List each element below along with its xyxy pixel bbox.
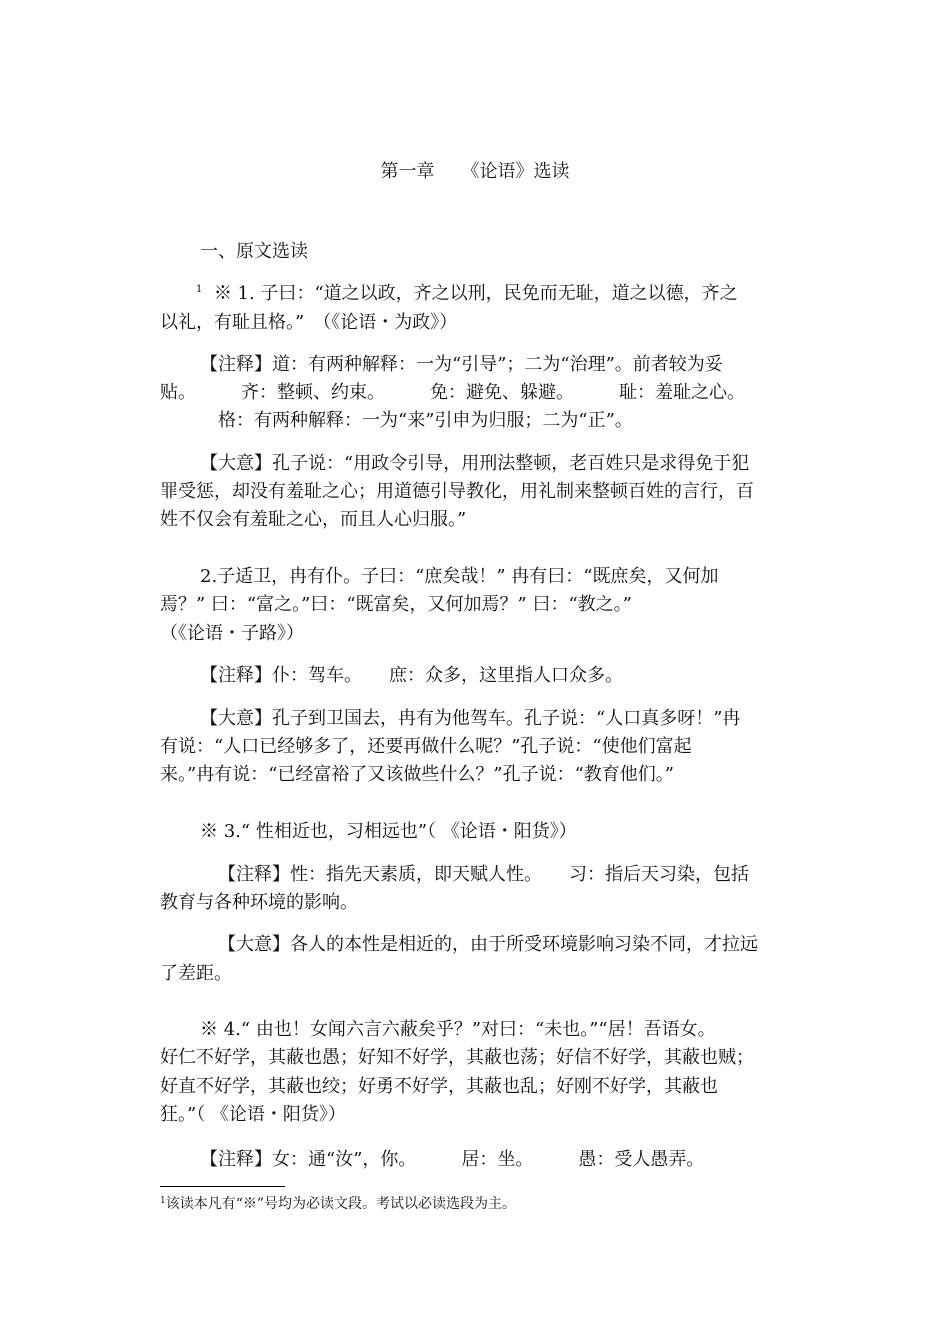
- meaning-3-line-2: 了差距。: [160, 963, 232, 984]
- footnote-number: 1: [160, 1196, 166, 1206]
- passage-3-line-1: ※ 3.“ 性相近也，习相远也”（ 《论语・阳货》）: [200, 821, 577, 842]
- note-2-line-1: 【注释】仆：驾车。 庶：众多，这里指人口众多。: [200, 665, 623, 686]
- note-1-line-1: 【注释】道：有两种解释：一为“引导”；二为“治理”。前者较为妥: [200, 354, 723, 375]
- meaning-2-line-3: 来。”冉有说：“已经富裕了又该做些什么？”孔子说：“教育他们。”: [160, 764, 675, 785]
- passage-2-line-2: 焉？” 曰：“富之。”曰：“既富矣，又何加焉？” 曰：“教之。”: [160, 594, 632, 615]
- meaning-2-line-2: 有说：“人口已经够多了，还要再做什么呢？”孔子说：“使他们富起: [160, 736, 692, 757]
- meaning-1-line-1: 【大意】孔子说：“用政令引导，用刑法整顿，老百姓只是求得免于犯: [200, 453, 750, 474]
- note-1-line-2: 贴。 齐：整顿、约束。 免：避免、躲避。 耻：羞耻之心。: [160, 382, 745, 403]
- passage-4-line-4: 狂。”（ 《论语・阳货》）: [160, 1104, 346, 1125]
- section-heading: 一、原文选读: [200, 241, 308, 262]
- footnote-divider: [160, 1186, 285, 1187]
- note-3-line-1: 【注释】性：指先天素质，即天赋人性。 习：指后天习染，包括: [218, 864, 749, 885]
- note-1-line-3: 格：有两种解释：一为“来”引申为归服；二为“正”。: [218, 410, 633, 431]
- footnote: [160, 1194, 516, 1216]
- meaning-1-line-3: 姓不仅会有羞耻之心，而且人心归服。”: [160, 509, 467, 530]
- meaning-2-line-1: 【大意】孔子到卫国去，冉有为他驾车。孔子说：“人口真多呀！”冉: [200, 708, 741, 729]
- passage-4-line-2: 好仁不好学，其蔽也愚；好知不好学，其蔽也荡；好信不好学，其蔽也贼；: [160, 1047, 754, 1068]
- meaning-1-line-2: 罪受惩，却没有羞耻之心；用道德引导教化，用礼制来整顿百姓的言行，百: [160, 481, 754, 502]
- note-3-line-2: 教育与各种环境的影响。: [160, 892, 358, 913]
- passage-1-line-2: 以礼，有耻且格。” （《论语・为政》）: [160, 312, 458, 333]
- meaning-3-line-1: 【大意】各人的本性是相近的，由于所受环境影响习染不同，才拉远: [218, 934, 758, 955]
- note-4-line-1: 【注释】女：通“汝”，你。 居：坐。 愚：受人愚弄。: [200, 1149, 705, 1170]
- passage-4-line-1: ※ 4.“ 由也！女闻六言六蔽矣乎？”对曰：“未也。”“居！吾语女。: [200, 1019, 716, 1040]
- passage-2-line-3: （《论语・子路》）: [160, 623, 304, 644]
- footnote-reference[interactable]: 1: [196, 284, 203, 295]
- footnote-text: 该读本凡有“※”号均为必读文段。考试以必读选段为主。: [165, 1196, 517, 1212]
- passage-2-line-1: 2.子适卫，冉有仆。子曰：“庶矣哉！” 冉有曰：“既庶矣，又何加: [200, 566, 719, 587]
- passage-1-line-1: $^1$ ※ 1. 子曰：“道之以政，齐之以刑，民免而无耻，道之以德，齐之: [196, 283, 738, 304]
- chapter-title: 第一章 《论语》选读: [380, 161, 570, 182]
- passage-4-line-3: 好直不好学，其蔽也绞；好勇不好学，其蔽也乱；好刚不好学，其蔽也: [160, 1076, 718, 1097]
